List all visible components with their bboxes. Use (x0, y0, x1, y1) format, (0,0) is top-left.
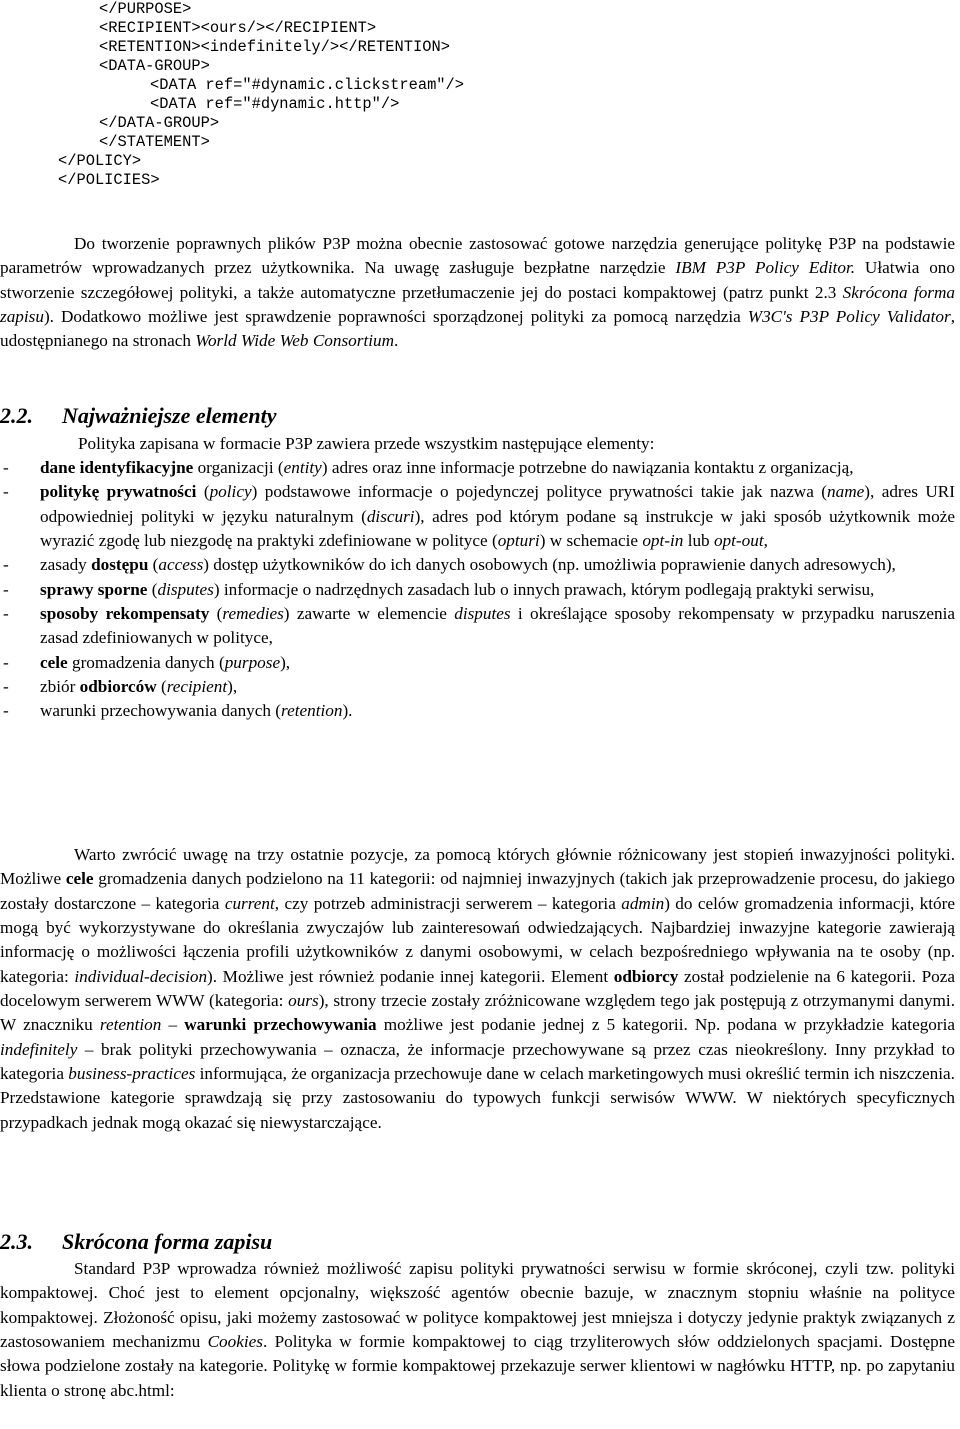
tag-name: name (827, 482, 865, 502)
text: ). (342, 701, 353, 721)
text: ) adres oraz inne informacje potrzebne do nawiązania kontaktu z organizacją, (321, 458, 854, 477)
org-name: World Wide Web Consortium (195, 331, 395, 351)
section-number: 2.2. (0, 403, 33, 428)
list-item (0, 578, 955, 602)
text: Warto zwrócić uwagę na trzy ostatnie pozycje, za pomocą których głównie różnicowany jest stopień inwazyjności polityki. Możliwe (0, 845, 955, 889)
text: ). Dodatkowo możliwe jest sprawdzenie poprawności sporządzonej polityki za pomocą narzędzia (43, 307, 748, 327)
text: , czy potrzeb administracji serwerem – kategoria (274, 893, 622, 913)
text: , (763, 531, 768, 551)
bullet-dash: - (3, 701, 9, 721)
list-item (0, 675, 955, 699)
bullet-dash: - (3, 482, 9, 502)
term: cele (40, 652, 68, 672)
category-name: admin (621, 893, 665, 913)
text: ), adres pod którym podane są instrukcje w jaki sposób użytkownik może wyrazić zgodę lub niezgodę na praktyki zdefiniowane w polityce ( (40, 506, 955, 551)
tag-name: opturi (497, 531, 540, 551)
text: gromadzenia danych podzielono na 11 kategorii: od najmniej inwazyjnych (takich jak przeprowadzenie procesu, do jakiego zostały dostarczone – kategoria (0, 869, 955, 913)
text: zbiór (40, 677, 80, 697)
paragraph-p3p-tools (0, 232, 955, 354)
text: ), adres URI odpowiedniej polityki w języku naturalnym ( (40, 482, 955, 526)
category-name: current (224, 893, 275, 913)
text: ( (196, 482, 210, 502)
text: ( (156, 677, 167, 697)
text: ) do celów gromadzenia informacji, które mogą być wykorzystywane do określania zwyczajów lub zainteresowań odwiedzających. Najbardziej inwazyjne kategorie zawierają informację o możliwości łączenia profili użytkowników z danymi osobowymi, w celach bezpośredniego wpływania na te osoby (np. kategoria: (0, 893, 955, 986)
section-heading-2-3 (0, 1229, 272, 1255)
text: ( (147, 579, 158, 599)
list-item (0, 699, 955, 723)
text: . Polityka w formie kompaktowej to ciąg trzyliterowych słów oddzielonych spacjami. Dostępne słowa podzielone zostały na kategorie. Politykę w formie kompaktowej przekazuje serwer klientowi w nagłówku HTTP, np. po zapytaniu klienta o stronę abc.html: (0, 1332, 955, 1400)
term: sposoby rekompensaty (40, 604, 210, 624)
text: gromadzenia danych ( (67, 652, 225, 672)
bullet-dash: - (3, 579, 9, 599)
elements-list (0, 456, 955, 724)
text: , udostępnianego na stronach (0, 307, 955, 351)
tag-name: disputes (454, 604, 511, 624)
text: możliwe jest podanie jednej z 5 kategorii. Np. podana w przykładzie kategoria (376, 1015, 956, 1035)
tag-name: retention (281, 701, 343, 721)
tag-name: opt-in (642, 531, 684, 551)
code-line: </STATEMENT> (99, 133, 210, 151)
code-line: </POLICY> (58, 152, 142, 170)
tag-name: policy (209, 482, 252, 502)
section-ref: Skrócona forma zapisu (0, 282, 955, 327)
text: ( (148, 555, 159, 575)
text: ), strony trzecie zostały zróżnicowane względem tego jak postępują z otrzymanymi danymi. W znaczniku (0, 991, 955, 1035)
text: i określające sposoby rekompensaty w przypadku naruszenia zasad zdefiniowanych w polityce, (40, 604, 956, 648)
text: ) podstawowe informacje o pojedynczej polityce prywatności takie jak nazwa ( (251, 482, 828, 502)
tag-name: remedies (222, 604, 284, 624)
text: ) informacje o nadrzędnych zasadach lub o innych prawach, którym podlegają praktyki serwisu, (213, 579, 875, 599)
text: informująca, że organizacja przechowuje dane w celach marketingowych musi określić termin ich niszczenia. Przedstawione kategorie sprawdzają się przy zastosowaniu do typowych funkcji serwisów WWW. W niektórych specyficznych przypadkach jednak mogą okazać się niewystarczające. (0, 1064, 955, 1132)
tag-name: recipient (166, 677, 228, 697)
tool-name: W3C's P3P Policy Validator (747, 307, 951, 327)
text: Ułatwia ono stworzenie szczegółowej polityki, a także automatyczne przetłumaczenie jej do postaci kompaktowej (patrz punkt 2.3 (0, 258, 955, 302)
text: ), (280, 652, 291, 672)
code-line: <RECIPIENT><ours/></RECIPIENT> (99, 19, 377, 37)
text: – brak polityki przechowywania – oznacza, że informacje przechowywane są przez czas nieokreślony. Inny przykład to kategoria (0, 1039, 955, 1084)
tag-name: disputes (157, 579, 214, 599)
list-item (0, 602, 955, 651)
tag-name: discuri (366, 506, 415, 526)
paragraph-compact-policy (0, 1257, 955, 1403)
list-item (0, 456, 955, 480)
code-line: <DATA-GROUP> (99, 57, 210, 75)
text: warunki przechowywania danych ( (40, 701, 282, 721)
text: lub (683, 531, 714, 551)
text: ) zawarte w elemencie (283, 604, 455, 624)
text: Do tworzenie poprawnych plików P3P można obecnie zastosować gotowe narzędzia generujące politykę P3P na podstawie parametrów wprowadzanych przez użytkownika. Na uwagę zasługuje bezpłatne narzędzie (0, 234, 955, 278)
text: ). Możliwe jest również podanie innej kategorii. Element (207, 966, 614, 986)
text: został podzielenie na 6 kategorii. Poza docelowym serwerem WWW (kategoria: (0, 966, 955, 1011)
term: sprawy sporne (40, 579, 148, 599)
term: dane identyfikacyjne (40, 458, 194, 477)
term: odbiorcy (613, 966, 679, 986)
bullet-dash: - (3, 652, 9, 672)
tag-name: retention (99, 1015, 162, 1035)
category-name: ours (288, 991, 319, 1011)
text: ) w schemacie (539, 531, 643, 551)
code-line: </DATA-GROUP> (99, 114, 220, 132)
term: odbiorców (79, 677, 157, 697)
category-name: indefinitely (0, 1039, 78, 1059)
code-block (0, 0, 960, 190)
section-title: Skrócona forma zapisu (62, 1229, 273, 1254)
text: zasady (40, 555, 92, 575)
text: – (161, 1015, 185, 1035)
code-line: </POLICIES> (58, 171, 160, 189)
term: warunki przechowywania (184, 1015, 377, 1035)
text: Standard P3P wprowadza również możliwość zapisu polityki prywatności serwisu w formie skróconej, czyli tzw. polityki kompaktowej. Choć jest to element opcjonalny, większość agentów obecnie bazuje, w znacznym stopniu właśnie na polityce kompaktowej. Złożoność opisu, jaki możemy zastosować w polityce kompaktowej jest mniejsza i dotyczy jedynie praktyk związanych z zastosowaniem mechanizmu (0, 1259, 955, 1352)
tag-name: opt-out (713, 531, 764, 551)
category-name: business-practices (68, 1064, 196, 1084)
tool-name: IBM P3P Policy Editor. (675, 258, 856, 278)
term: dostępu (91, 555, 149, 575)
text: ) dostęp użytkowników do ich danych osobowych (np. umożliwia poprawienie danych adresowych), (203, 555, 896, 575)
paragraph-categories (0, 843, 955, 1135)
section-heading-2-2 (0, 403, 276, 429)
section-intro: Polityka zapisana w formacie P3P zawiera przede wszystkim następujące elementy: (78, 434, 655, 453)
term: politykę prywatności (40, 482, 197, 502)
code-line: <DATA ref="#dynamic.clickstream"/> (150, 76, 465, 94)
bullet-dash: - (3, 458, 9, 477)
tag-name: access (158, 555, 204, 575)
tag-name: entity (283, 458, 322, 477)
list-item (0, 553, 955, 577)
code-line: <DATA ref="#dynamic.http"/> (150, 95, 400, 113)
code-line: <RETENTION><indefinitely/></RETENTION> (99, 38, 450, 56)
bullet-dash: - (3, 555, 9, 575)
list-item (0, 651, 955, 675)
list-item (0, 480, 955, 553)
text: ( (209, 604, 223, 624)
term: cele (65, 869, 94, 889)
text: organizacji ( (193, 458, 284, 477)
tag-name: purpose (224, 652, 281, 672)
mechanism-name: Cookies (207, 1332, 263, 1352)
bullet-dash: - (3, 604, 9, 624)
category-name: individual-decision (74, 966, 208, 986)
text: ), (227, 677, 238, 697)
text: . (394, 331, 399, 351)
code-line: </PURPOSE> (99, 0, 192, 18)
bullet-dash: - (3, 677, 9, 697)
section-title: Najważniejsze elementy (62, 403, 277, 428)
section-number: 2.3. (0, 1229, 33, 1254)
